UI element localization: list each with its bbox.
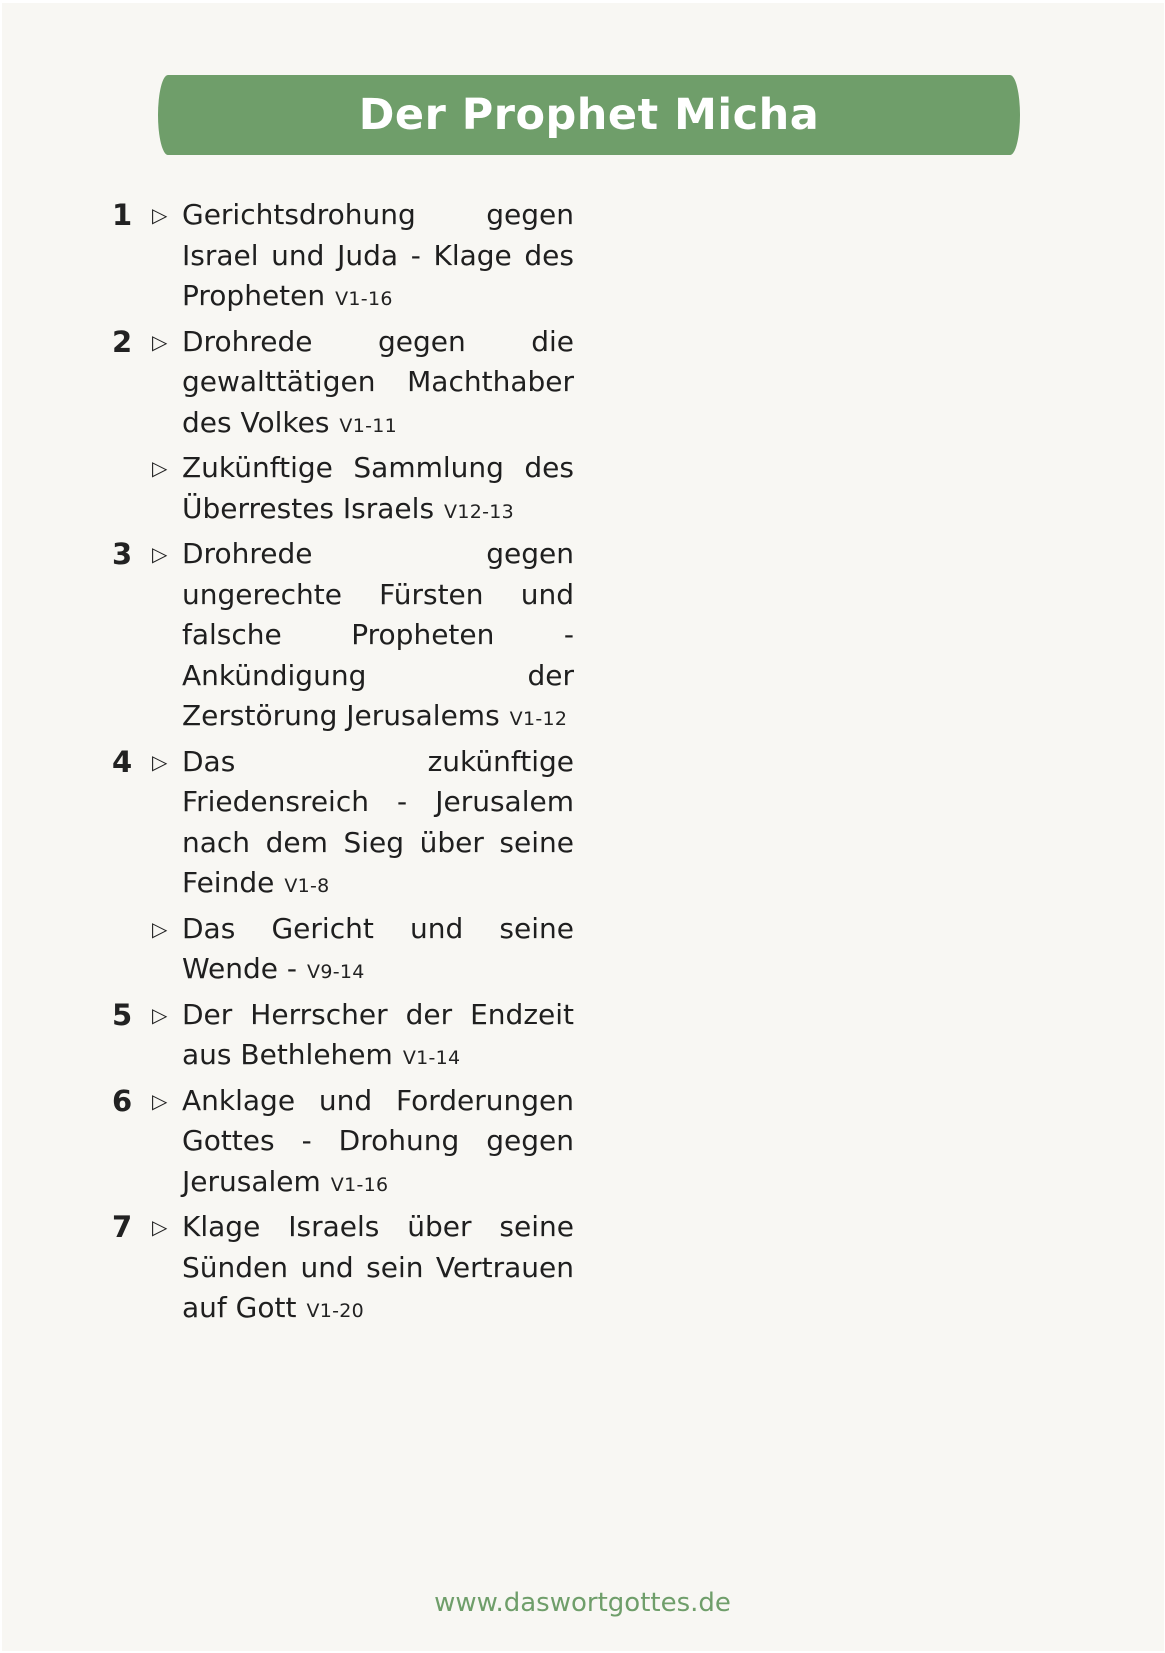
entry-title: Klage Israels über seine Sünden und sein Vertrauen auf Gott [182,1210,574,1324]
chapter-number: 3 [112,537,133,571]
entry-title: Das Gericht und seine Wende - [182,911,574,985]
triangle-marker-icon: ▷ [152,1002,168,1027]
triangle-marker-icon: ▷ [152,542,168,566]
entry-title: Drohrede gegen die gewalttätigen Machthaber des Volkes [182,324,574,439]
page [2,3,1164,1651]
entry-text [182,1081,574,1206]
triangle-marker-icon: ▷ [152,916,168,941]
list-item [112,909,632,993]
list-item [112,322,632,447]
list-item [112,995,632,1079]
chapter-number: 7 [112,1210,133,1244]
chapter-number: 6 [112,1083,133,1118]
triangle-marker-icon: ▷ [152,456,168,480]
chapter-number: 1 [112,198,133,232]
list-item [112,448,632,532]
entry-title: Zukünftige Sammlung des Überrestes Israels [182,451,574,525]
title-banner [158,75,1020,155]
verse-range: V1-8 [284,875,330,897]
verse-range: V1-20 [306,1300,365,1322]
entry-text [182,742,574,907]
entry-text [182,1207,574,1332]
entry-text [182,195,574,320]
verse-range: V9-14 [307,961,365,983]
entry-text [182,995,574,1079]
entry-title: Das zukünftige Friedensreich - Jerusalem nach dem Sieg über seine Feinde [182,744,574,899]
verse-range: V1-11 [339,414,398,437]
entry-title: Drohrede gegen ungerechte Fürsten und falsche Propheten - Ankündigung der Zerstörung Jerusalems [182,537,574,732]
chapter-list [112,195,632,1332]
triangle-marker-icon: ▷ [152,1088,168,1113]
list-item [112,1207,632,1332]
list-item [112,195,632,320]
entry-text [182,534,574,740]
entry-text [182,448,574,532]
list-item [112,742,632,907]
page-title: Der Prophet Micha [358,90,820,140]
chapter-number: 4 [112,744,133,779]
verse-range: V1-16 [330,1173,389,1196]
chapter-number: 2 [112,324,133,359]
verse-range: V12-13 [444,500,515,523]
entry-text [182,322,574,447]
website-link[interactable]: www.daswortgottes.de [434,1588,731,1618]
entry-title: Der Herrscher der Endzeit aus Bethlehem [182,997,574,1071]
triangle-marker-icon: ▷ [152,329,168,354]
verse-range: V1-14 [402,1047,461,1069]
triangle-marker-icon: ▷ [152,1215,168,1239]
verse-range: V1-16 [335,288,393,310]
triangle-marker-icon: ▷ [152,749,168,774]
entry-title: Anklage und Forderungen Gottes - Drohung gegen Jerusalem [182,1083,574,1198]
entry-text [182,909,574,993]
triangle-marker-icon: ▷ [152,203,168,227]
list-item [112,534,632,740]
verse-range: V1-12 [509,708,568,730]
list-item [112,1081,632,1206]
entry-title: Gerichtsdrohung gegen Israel und Juda - Klage des Propheten [182,198,574,312]
chapter-number: 5 [112,997,133,1032]
